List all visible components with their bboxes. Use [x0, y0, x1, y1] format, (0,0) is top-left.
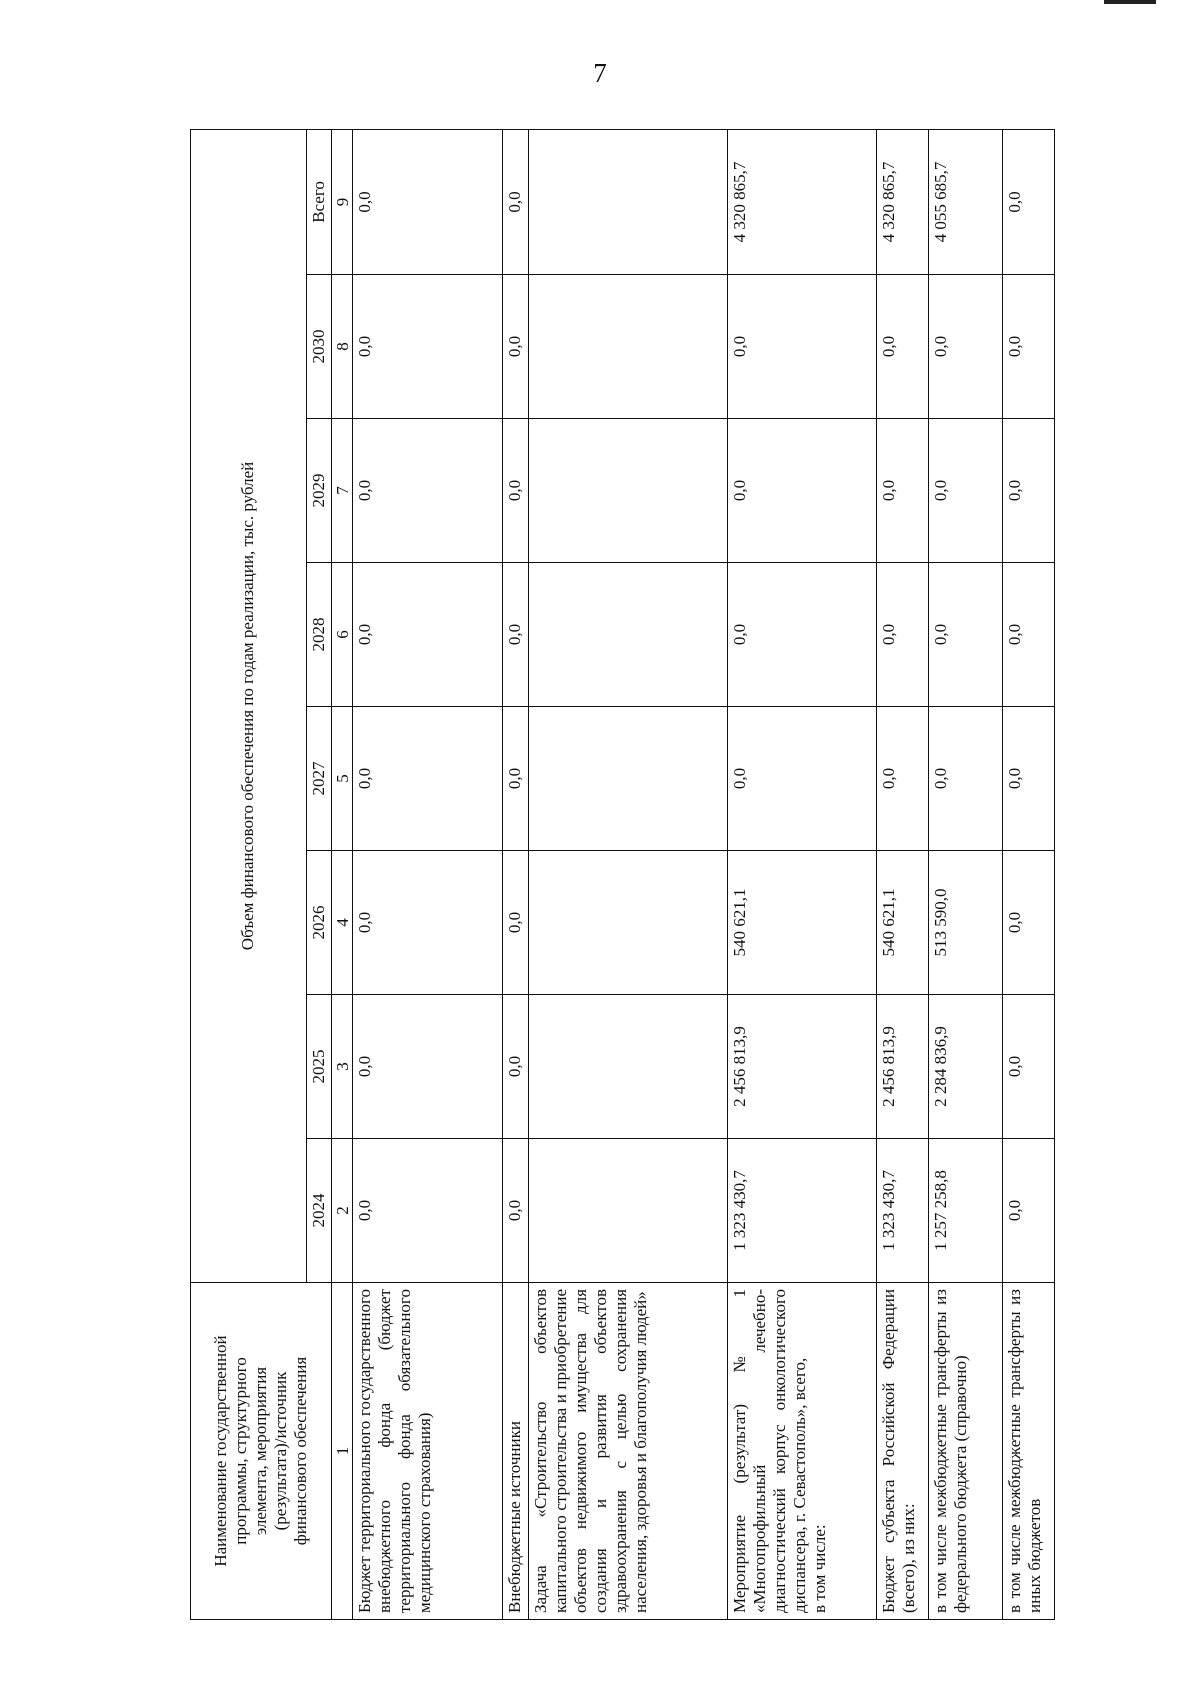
- table-row: [528, 129, 727, 1619]
- scan-edge-mark: [1104, 0, 1156, 4]
- row-value: 0,0: [502, 1139, 528, 1283]
- header-year: 2026: [306, 851, 332, 995]
- col-number: 9: [332, 129, 353, 274]
- header-year: 2025: [306, 995, 332, 1139]
- row-name: Задача «Строительство объектов капитального строительства и приобретение объектов недвижимого имущества для создания и развития объектов здравоохранения с целью сохранения населения, здоровья и благополучия людей»: [528, 1283, 727, 1620]
- table-row: [877, 129, 929, 1619]
- row-value: 0,0: [1003, 707, 1055, 851]
- row-total: 4 055 685,7: [929, 129, 1003, 274]
- header-total: Всего: [306, 129, 332, 274]
- row-subtext: в том числе:: [809, 1524, 829, 1613]
- row-value: 0,0: [1003, 563, 1055, 707]
- table-row: [502, 129, 528, 1619]
- row-total: 0,0: [502, 129, 528, 274]
- row-value: 0,0: [353, 1139, 503, 1283]
- row-value: 0,0: [929, 419, 1003, 563]
- rotated-table-container: [190, 130, 1055, 1620]
- row-total: 4 320 865,7: [727, 129, 877, 274]
- row-value: 0,0: [727, 419, 877, 563]
- row-value: 1 323 430,7: [727, 1139, 877, 1283]
- row-value: 0,0: [353, 275, 503, 419]
- row-value: 513 590,0: [929, 851, 1003, 995]
- col-number: 7: [332, 419, 353, 563]
- row-value: 1 257 258,8: [929, 1139, 1003, 1283]
- row-name: [727, 1283, 877, 1620]
- row-value: 0,0: [877, 275, 929, 419]
- row-value: 0,0: [502, 275, 528, 419]
- row-name: Бюджет субъекта Российской Федерации (всего), из них:: [877, 1283, 929, 1620]
- row-name: Внебюджетные источники: [502, 1283, 528, 1620]
- row-total: 0,0: [353, 129, 503, 274]
- row-name: Бюджет территориального государственного внебюджетного фонда (бюджет территориального фонда обязательного медицинского страхования): [353, 1283, 503, 1620]
- row-value: 0,0: [502, 419, 528, 563]
- row-value: 0,0: [353, 419, 503, 563]
- row-value: [528, 563, 727, 707]
- row-name: в том числе межбюджетные трансферты из иных бюджетов: [1003, 1283, 1055, 1620]
- table-row: [727, 129, 877, 1619]
- row-value: 0,0: [1003, 1139, 1055, 1283]
- row-value: 1 323 430,7: [877, 1139, 929, 1283]
- row-value: 2 284 836,9: [929, 995, 1003, 1139]
- col-number: 6: [332, 563, 353, 707]
- row-value: 0,0: [929, 707, 1003, 851]
- row-value: 0,0: [727, 275, 877, 419]
- col-number: 8: [332, 275, 353, 419]
- row-value: 0,0: [353, 995, 503, 1139]
- header-year: 2029: [306, 419, 332, 563]
- row-value: [528, 851, 727, 995]
- row-name-text: Мероприятие (результат) № 1 «Многопрофильный лечебно-диагностический корпус онкологического диспансера, г. Севастополь», всего,: [729, 1289, 809, 1613]
- row-total: 0,0: [1003, 129, 1055, 274]
- row-value: 540 621,1: [877, 851, 929, 995]
- row-value: 0,0: [929, 275, 1003, 419]
- row-value: 0,0: [929, 563, 1003, 707]
- row-value: 0,0: [1003, 419, 1055, 563]
- row-value: 0,0: [1003, 275, 1055, 419]
- col-number: 5: [332, 707, 353, 851]
- row-value: 0,0: [877, 707, 929, 851]
- row-value: 0,0: [502, 851, 528, 995]
- row-value: [528, 419, 727, 563]
- financing-table: [190, 129, 1055, 1620]
- row-value: 0,0: [502, 563, 528, 707]
- row-value: 0,0: [502, 707, 528, 851]
- row-name: в том числе межбюджетные трансферты из федерального бюджета (справочно): [929, 1283, 1003, 1620]
- table-row: [929, 129, 1003, 1619]
- header-year: 2024: [306, 1139, 332, 1283]
- header-name-column: Наименование государственной программы, структурного элемента, мероприятия (результата)/источник финансового обеспечения: [191, 1283, 332, 1620]
- header-year: 2030: [306, 275, 332, 419]
- row-value: 0,0: [877, 563, 929, 707]
- row-total: 4 320 865,7: [877, 129, 929, 274]
- header-row-group: [191, 129, 307, 1619]
- row-value: 2 456 813,9: [877, 995, 929, 1139]
- col-number: 4: [332, 851, 353, 995]
- row-value: 540 621,1: [727, 851, 877, 995]
- row-value: 0,0: [353, 563, 503, 707]
- row-value: 0,0: [877, 419, 929, 563]
- row-value: 0,0: [502, 995, 528, 1139]
- table-row: [1003, 129, 1055, 1619]
- row-value: 0,0: [353, 851, 503, 995]
- row-value: 0,0: [1003, 851, 1055, 995]
- header-year: 2027: [306, 707, 332, 851]
- header-group-title: Объем финансового обеспечения по годам реализации, тыс. рублей: [191, 129, 307, 1282]
- row-value: 0,0: [353, 707, 503, 851]
- row-value: [528, 707, 727, 851]
- row-value: 2 456 813,9: [727, 995, 877, 1139]
- row-value: [528, 275, 727, 419]
- row-value: [528, 1139, 727, 1283]
- row-value: [528, 995, 727, 1139]
- row-total: [528, 129, 727, 274]
- col-number: 2: [332, 1139, 353, 1283]
- header-year: 2028: [306, 563, 332, 707]
- col-number: 1: [332, 1283, 353, 1620]
- header-row-numbers: [332, 129, 353, 1619]
- page-number: 7: [593, 58, 607, 88]
- col-number: 3: [332, 995, 353, 1139]
- row-value: 0,0: [727, 563, 877, 707]
- row-value: 0,0: [727, 707, 877, 851]
- table-row: [353, 129, 503, 1619]
- row-value: 0,0: [1003, 995, 1055, 1139]
